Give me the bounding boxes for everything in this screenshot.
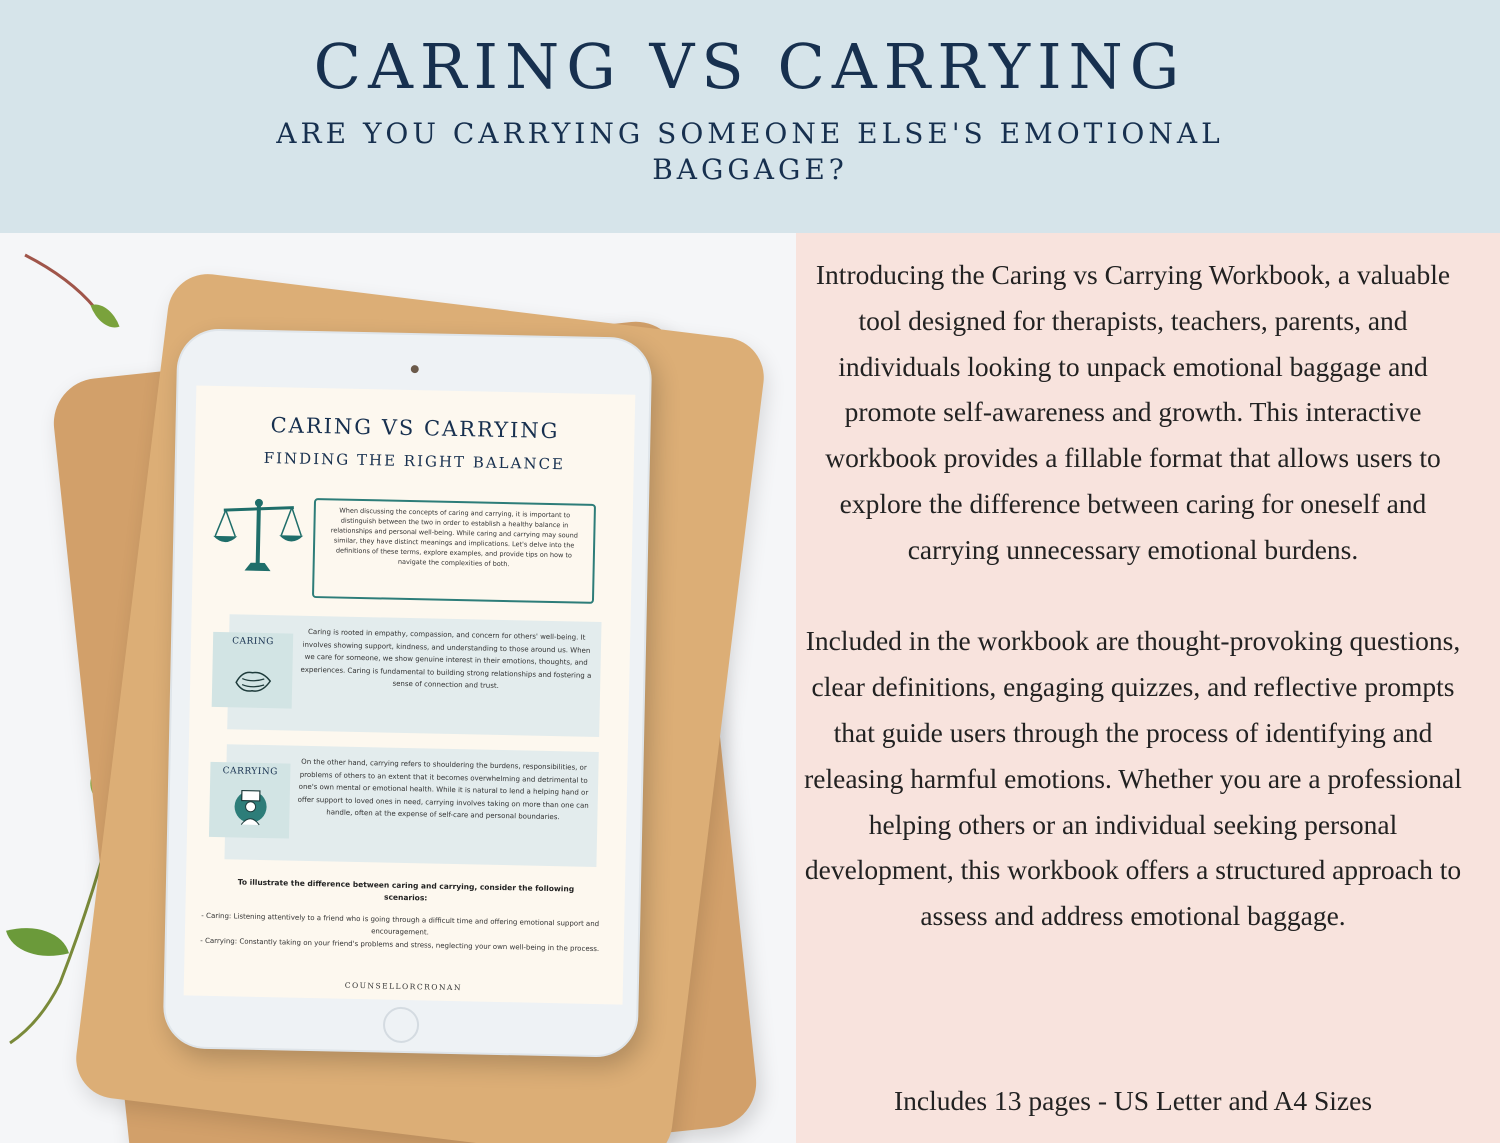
caring-text: Caring is rooted in empathy, compassion, and concern for others' well-being. It involves showing support, kindness, and understanding to those around us. When we care for someone, we show genuine interest in their emotions, thoughts, and experiences. Caring is fundamental to building strong relationships and fostering a sense of connection and trust.: [300, 627, 592, 690]
home-button-icon: [383, 1007, 420, 1044]
carrying-text: On the other hand, carrying refers to shouldering the burdens, responsibilities, or problems of others to an extent that it becomes overwhelming and detrimental to one's own mental or emotional health. While it is natural to lend a helping hand or offer support to loved ones in need, carrying involves taking on more than one can handle, often at the expense of self-care and personal boundaries.: [297, 757, 589, 822]
brand-name: COUNSELLORCRONAN: [344, 980, 463, 993]
caring-panel: [227, 614, 601, 737]
description-paragraph-1: Introducing the Caring vs Carrying Workbook, a valuable tool designed for therapists, teachers, parents, and individuals looking to unpack emotional baggage and promote self-awareness and growth. This interactive workbook provides a fillable format that allows users to explore the difference between caring for oneself and carrying unnecessary emotional burdens.: [815, 259, 1451, 565]
caring-label: CARING: [232, 636, 275, 648]
caring-thumb: [212, 632, 294, 709]
product-photo: [0, 233, 796, 1143]
product-description: [796, 252, 1470, 1116]
carrying-panel: [224, 744, 598, 867]
camera-icon: [411, 365, 419, 373]
page-subtitle: ARE YOU CARRYING SOMEONE ELSE'S EMOTIONAL BAGGAGE?: [276, 117, 1224, 186]
description-paragraph-2: Included in the workbook are thought-provoking questions, clear definitions, engaging quizzes, and reflective prompts that guide users through the process of identifying and releasing harmful emotions. Whether you are a professional helping others or an individual seeking personal development, this workbook offers a structured approach to assess and address emotional baggage.: [804, 625, 1462, 932]
tablet-device: [163, 328, 653, 1058]
scenario-caring: - Caring: Listening attentively to a friend who is going through a difficult time and offering emotional support and encouragement.: [201, 911, 600, 936]
scenarios-list: [200, 911, 601, 958]
header-banner: [0, 0, 1500, 233]
person-carrying-icon: [229, 782, 272, 831]
workbook-subtitle: FINDING THE RIGHT BALANCE: [263, 448, 566, 474]
carrying-thumb: [209, 762, 291, 839]
workbook-title: CARING VS CARRYING: [270, 413, 560, 444]
scenarios-heading: To illustrate the difference between caring and carrying, consider the following scenarios:: [237, 877, 575, 903]
holding-hands-icon: [232, 652, 275, 701]
balance-scale-icon: [210, 494, 307, 576]
description-footer: Includes 13 pages - US Letter and A4 Sizes: [893, 1085, 1373, 1116]
plant-stem-top: [0, 233, 160, 353]
scenario-carrying: - Carrying: Constantly taking on your friend's problems and stress, neglecting your own well-being in the process.: [200, 936, 600, 954]
intro-text-box: When discussing the concepts of caring and carrying, it is important to distinguish between the two in order to establish a healthy balance in relationships and personal well-being. While caring and carrying may sound similar, they have distinct meanings and implications. Let's delve into the definitions of these terms, explore examples, and provide tips on how to navigate the complexities of both.: [312, 498, 596, 604]
tablet-screen: [184, 386, 636, 1005]
carrying-label: CARRYING: [222, 766, 279, 778]
page-title: CARING VS CARRYING: [313, 30, 1187, 103]
